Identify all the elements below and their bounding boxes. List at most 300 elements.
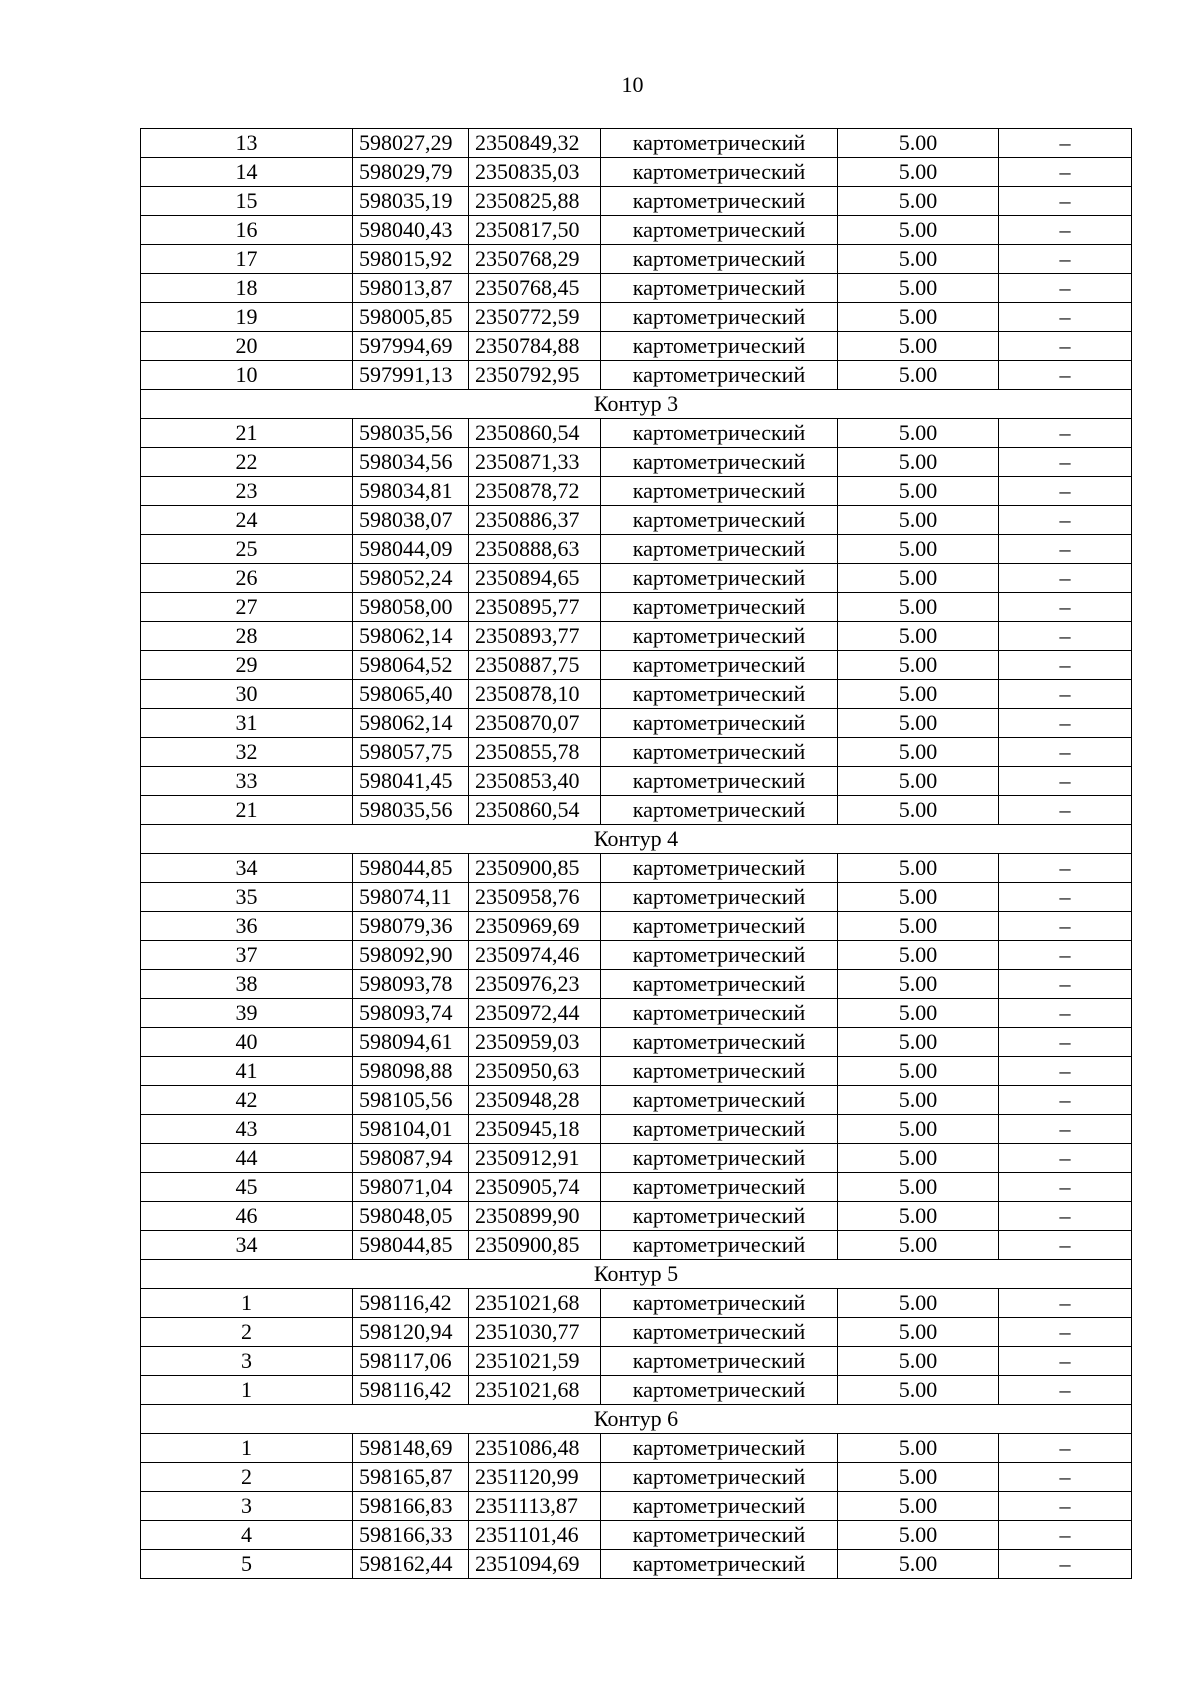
x-coordinate-cell: 598057,75	[353, 738, 469, 767]
table-row	[141, 1144, 1132, 1173]
y-coordinate-cell: 2350870,07	[469, 709, 601, 738]
method-cell: картометрический	[601, 709, 838, 738]
table-row	[141, 129, 1132, 158]
point-number-cell: 30	[141, 680, 353, 709]
y-coordinate-cell: 2350855,78	[469, 738, 601, 767]
y-coordinate-cell: 2351113,87	[469, 1492, 601, 1521]
accuracy-cell: 5.00	[838, 1086, 999, 1115]
x-coordinate-cell: 598148,69	[353, 1434, 469, 1463]
table-row	[141, 1086, 1132, 1115]
note-cell: –	[999, 1202, 1132, 1231]
y-coordinate-cell: 2350894,65	[469, 564, 601, 593]
x-coordinate-cell: 598027,29	[353, 129, 469, 158]
note-cell: –	[999, 999, 1132, 1028]
method-cell: картометрический	[601, 883, 838, 912]
y-coordinate-cell: 2350888,63	[469, 535, 601, 564]
point-number-cell: 18	[141, 274, 353, 303]
x-coordinate-cell: 598065,40	[353, 680, 469, 709]
accuracy-cell: 5.00	[838, 680, 999, 709]
contour-header-row	[141, 1260, 1132, 1289]
accuracy-cell: 5.00	[838, 1347, 999, 1376]
contour-header-row	[141, 1405, 1132, 1434]
method-cell: картометрический	[601, 274, 838, 303]
x-coordinate-cell: 598015,92	[353, 245, 469, 274]
point-number-cell: 21	[141, 419, 353, 448]
method-cell: картометрический	[601, 622, 838, 651]
x-coordinate-cell: 598092,90	[353, 941, 469, 970]
table-row	[141, 680, 1132, 709]
accuracy-cell: 5.00	[838, 564, 999, 593]
y-coordinate-cell: 2350887,75	[469, 651, 601, 680]
y-coordinate-cell: 2350905,74	[469, 1173, 601, 1202]
method-cell: картометрический	[601, 1521, 838, 1550]
point-number-cell: 31	[141, 709, 353, 738]
page-number: 10	[621, 72, 644, 97]
note-cell: –	[999, 564, 1132, 593]
table-row	[141, 361, 1132, 390]
method-cell: картометрический	[601, 796, 838, 825]
point-number-cell: 34	[141, 1231, 353, 1260]
method-cell: картометрический	[601, 129, 838, 158]
point-number-cell: 32	[141, 738, 353, 767]
table-row	[141, 158, 1132, 187]
y-coordinate-cell: 2350853,40	[469, 767, 601, 796]
point-number-cell: 40	[141, 1028, 353, 1057]
accuracy-cell: 5.00	[838, 274, 999, 303]
note-cell: –	[999, 970, 1132, 999]
y-coordinate-cell: 2350976,23	[469, 970, 601, 999]
method-cell: картометрический	[601, 1463, 838, 1492]
y-coordinate-cell: 2350895,77	[469, 593, 601, 622]
note-cell: –	[999, 245, 1132, 274]
x-coordinate-cell: 598162,44	[353, 1550, 469, 1579]
point-number-cell: 36	[141, 912, 353, 941]
table-row	[141, 506, 1132, 535]
y-coordinate-cell: 2351094,69	[469, 1550, 601, 1579]
accuracy-cell: 5.00	[838, 767, 999, 796]
point-number-cell: 16	[141, 216, 353, 245]
method-cell: картометрический	[601, 1115, 838, 1144]
note-cell: –	[999, 274, 1132, 303]
y-coordinate-cell: 2350878,72	[469, 477, 601, 506]
y-coordinate-cell: 2350948,28	[469, 1086, 601, 1115]
x-coordinate-cell: 598062,14	[353, 622, 469, 651]
point-number-cell: 29	[141, 651, 353, 680]
point-number-cell: 43	[141, 1115, 353, 1144]
x-coordinate-cell: 598165,87	[353, 1463, 469, 1492]
note-cell: –	[999, 477, 1132, 506]
y-coordinate-cell: 2350945,18	[469, 1115, 601, 1144]
x-coordinate-cell: 598044,85	[353, 854, 469, 883]
accuracy-cell: 5.00	[838, 1028, 999, 1057]
accuracy-cell: 5.00	[838, 216, 999, 245]
accuracy-cell: 5.00	[838, 158, 999, 187]
x-coordinate-cell: 598034,56	[353, 448, 469, 477]
point-number-cell: 25	[141, 535, 353, 564]
table-row	[141, 941, 1132, 970]
method-cell: картометрический	[601, 1173, 838, 1202]
accuracy-cell: 5.00	[838, 651, 999, 680]
accuracy-cell: 5.00	[838, 129, 999, 158]
table-row	[141, 332, 1132, 361]
method-cell: картометрический	[601, 1289, 838, 1318]
table-row	[141, 216, 1132, 245]
table-row	[141, 448, 1132, 477]
table-row	[141, 187, 1132, 216]
point-number-cell: 45	[141, 1173, 353, 1202]
y-coordinate-cell: 2350950,63	[469, 1057, 601, 1086]
method-cell: картометрический	[601, 1347, 838, 1376]
table-row	[141, 796, 1132, 825]
table-row	[141, 970, 1132, 999]
x-coordinate-cell: 597994,69	[353, 332, 469, 361]
note-cell: –	[999, 1376, 1132, 1405]
table-row	[141, 1347, 1132, 1376]
note-cell: –	[999, 1521, 1132, 1550]
table-row	[141, 999, 1132, 1028]
point-number-cell: 17	[141, 245, 353, 274]
accuracy-cell: 5.00	[838, 999, 999, 1028]
x-coordinate-cell: 598029,79	[353, 158, 469, 187]
accuracy-cell: 5.00	[838, 1492, 999, 1521]
accuracy-cell: 5.00	[838, 796, 999, 825]
note-cell: –	[999, 1028, 1132, 1057]
table-row	[141, 419, 1132, 448]
note-cell: –	[999, 1289, 1132, 1318]
y-coordinate-cell: 2350959,03	[469, 1028, 601, 1057]
y-coordinate-cell: 2350849,32	[469, 129, 601, 158]
note-cell: –	[999, 419, 1132, 448]
table-row	[141, 1521, 1132, 1550]
note-cell: –	[999, 1057, 1132, 1086]
method-cell: картометрический	[601, 970, 838, 999]
y-coordinate-cell: 2351021,59	[469, 1347, 601, 1376]
method-cell: картометрический	[601, 361, 838, 390]
x-coordinate-cell: 598034,81	[353, 477, 469, 506]
point-number-cell: 26	[141, 564, 353, 593]
table-row	[141, 1376, 1132, 1405]
table-row	[141, 564, 1132, 593]
x-coordinate-cell: 598044,85	[353, 1231, 469, 1260]
accuracy-cell: 5.00	[838, 506, 999, 535]
accuracy-cell: 5.00	[838, 709, 999, 738]
table-row	[141, 1289, 1132, 1318]
x-coordinate-cell: 598035,19	[353, 187, 469, 216]
method-cell: картометрический	[601, 767, 838, 796]
note-cell: –	[999, 1115, 1132, 1144]
point-number-cell: 1	[141, 1376, 353, 1405]
point-number-cell: 15	[141, 187, 353, 216]
table-row	[141, 883, 1132, 912]
method-cell: картометрический	[601, 680, 838, 709]
x-coordinate-cell: 598093,78	[353, 970, 469, 999]
y-coordinate-cell: 2350899,90	[469, 1202, 601, 1231]
x-coordinate-cell: 598035,56	[353, 796, 469, 825]
y-coordinate-cell: 2350958,76	[469, 883, 601, 912]
note-cell: –	[999, 448, 1132, 477]
point-number-cell: 37	[141, 941, 353, 970]
y-coordinate-cell: 2350893,77	[469, 622, 601, 651]
table-row	[141, 1492, 1132, 1521]
note-cell: –	[999, 854, 1132, 883]
table-row	[141, 1173, 1132, 1202]
table-row	[141, 854, 1132, 883]
method-cell: картометрический	[601, 216, 838, 245]
point-number-cell: 46	[141, 1202, 353, 1231]
method-cell: картометрический	[601, 1028, 838, 1057]
accuracy-cell: 5.00	[838, 1521, 999, 1550]
table-row	[141, 1057, 1132, 1086]
point-number-cell: 38	[141, 970, 353, 999]
y-coordinate-cell: 2350912,91	[469, 1144, 601, 1173]
note-cell: –	[999, 303, 1132, 332]
x-coordinate-cell: 598038,07	[353, 506, 469, 535]
table-row	[141, 738, 1132, 767]
x-coordinate-cell: 598005,85	[353, 303, 469, 332]
point-number-cell: 10	[141, 361, 353, 390]
x-coordinate-cell: 598098,88	[353, 1057, 469, 1086]
note-cell: –	[999, 912, 1132, 941]
note-cell: –	[999, 129, 1132, 158]
note-cell: –	[999, 1550, 1132, 1579]
accuracy-cell: 5.00	[838, 245, 999, 274]
table-row	[141, 622, 1132, 651]
x-coordinate-cell: 598166,33	[353, 1521, 469, 1550]
note-cell: –	[999, 1144, 1132, 1173]
point-number-cell: 3	[141, 1492, 353, 1521]
y-coordinate-cell: 2350825,88	[469, 187, 601, 216]
accuracy-cell: 5.00	[838, 883, 999, 912]
x-coordinate-cell: 598166,83	[353, 1492, 469, 1521]
note-cell: –	[999, 361, 1132, 390]
method-cell: картометрический	[601, 564, 838, 593]
contour-label: Контур 4	[141, 825, 1132, 854]
note-cell: –	[999, 1231, 1132, 1260]
y-coordinate-cell: 2350972,44	[469, 999, 601, 1028]
x-coordinate-cell: 598116,42	[353, 1289, 469, 1318]
method-cell: картометрический	[601, 999, 838, 1028]
accuracy-cell: 5.00	[838, 1231, 999, 1260]
accuracy-cell: 5.00	[838, 941, 999, 970]
x-coordinate-cell: 598074,11	[353, 883, 469, 912]
method-cell: картометрический	[601, 506, 838, 535]
x-coordinate-cell: 598062,14	[353, 709, 469, 738]
note-cell: –	[999, 1463, 1132, 1492]
note-cell: –	[999, 709, 1132, 738]
method-cell: картометрический	[601, 245, 838, 274]
y-coordinate-cell: 2351030,77	[469, 1318, 601, 1347]
method-cell: картометрический	[601, 1492, 838, 1521]
y-coordinate-cell: 2350860,54	[469, 419, 601, 448]
x-coordinate-cell: 598048,05	[353, 1202, 469, 1231]
note-cell: –	[999, 680, 1132, 709]
y-coordinate-cell: 2350792,95	[469, 361, 601, 390]
method-cell: картометрический	[601, 419, 838, 448]
table-row	[141, 535, 1132, 564]
x-coordinate-cell: 598071,04	[353, 1173, 469, 1202]
accuracy-cell: 5.00	[838, 970, 999, 999]
y-coordinate-cell: 2350871,33	[469, 448, 601, 477]
accuracy-cell: 5.00	[838, 1318, 999, 1347]
accuracy-cell: 5.00	[838, 1434, 999, 1463]
note-cell: –	[999, 883, 1132, 912]
y-coordinate-cell: 2350784,88	[469, 332, 601, 361]
table-row	[141, 245, 1132, 274]
table-row	[141, 1463, 1132, 1492]
table-row	[141, 477, 1132, 506]
table-row	[141, 767, 1132, 796]
note-cell: –	[999, 622, 1132, 651]
x-coordinate-cell: 598117,06	[353, 1347, 469, 1376]
accuracy-cell: 5.00	[838, 738, 999, 767]
x-coordinate-cell: 598058,00	[353, 593, 469, 622]
method-cell: картометрический	[601, 1550, 838, 1579]
table-row	[141, 1202, 1132, 1231]
method-cell: картометрический	[601, 477, 838, 506]
accuracy-cell: 5.00	[838, 912, 999, 941]
accuracy-cell: 5.00	[838, 187, 999, 216]
note-cell: –	[999, 1347, 1132, 1376]
point-number-cell: 33	[141, 767, 353, 796]
method-cell: картометрический	[601, 1376, 838, 1405]
x-coordinate-cell: 598041,45	[353, 767, 469, 796]
y-coordinate-cell: 2350886,37	[469, 506, 601, 535]
x-coordinate-cell: 597991,13	[353, 361, 469, 390]
table-row	[141, 651, 1132, 680]
point-number-cell: 13	[141, 129, 353, 158]
y-coordinate-cell: 2350768,45	[469, 274, 601, 303]
x-coordinate-cell: 598105,56	[353, 1086, 469, 1115]
note-cell: –	[999, 187, 1132, 216]
note-cell: –	[999, 535, 1132, 564]
accuracy-cell: 5.00	[838, 448, 999, 477]
table-row	[141, 1434, 1132, 1463]
method-cell: картометрический	[601, 941, 838, 970]
note-cell: –	[999, 506, 1132, 535]
point-number-cell: 4	[141, 1521, 353, 1550]
point-number-cell: 1	[141, 1289, 353, 1318]
note-cell: –	[999, 158, 1132, 187]
method-cell: картометрический	[601, 1231, 838, 1260]
accuracy-cell: 5.00	[838, 1057, 999, 1086]
accuracy-cell: 5.00	[838, 1202, 999, 1231]
method-cell: картометрический	[601, 303, 838, 332]
y-coordinate-cell: 2350768,29	[469, 245, 601, 274]
note-cell: –	[999, 738, 1132, 767]
y-coordinate-cell: 2350860,54	[469, 796, 601, 825]
accuracy-cell: 5.00	[838, 1144, 999, 1173]
y-coordinate-cell: 2351021,68	[469, 1376, 601, 1405]
x-coordinate-cell: 598044,09	[353, 535, 469, 564]
accuracy-cell: 5.00	[838, 477, 999, 506]
method-cell: картометрический	[601, 854, 838, 883]
point-number-cell: 34	[141, 854, 353, 883]
method-cell: картометрический	[601, 332, 838, 361]
y-coordinate-cell: 2351021,68	[469, 1289, 601, 1318]
table-row	[141, 1231, 1132, 1260]
y-coordinate-cell: 2350900,85	[469, 854, 601, 883]
contour-label: Контур 5	[141, 1260, 1132, 1289]
x-coordinate-cell: 598094,61	[353, 1028, 469, 1057]
point-number-cell: 21	[141, 796, 353, 825]
point-number-cell: 24	[141, 506, 353, 535]
note-cell: –	[999, 941, 1132, 970]
point-number-cell: 44	[141, 1144, 353, 1173]
accuracy-cell: 5.00	[838, 419, 999, 448]
contour-label: Контур 6	[141, 1405, 1132, 1434]
table-row	[141, 303, 1132, 332]
note-cell: –	[999, 216, 1132, 245]
point-number-cell: 41	[141, 1057, 353, 1086]
x-coordinate-cell: 598104,01	[353, 1115, 469, 1144]
note-cell: –	[999, 1318, 1132, 1347]
contour-label: Контур 3	[141, 390, 1132, 419]
coordinates-table-body	[141, 129, 1132, 1579]
method-cell: картометрический	[601, 1086, 838, 1115]
point-number-cell: 1	[141, 1434, 353, 1463]
point-number-cell: 2	[141, 1318, 353, 1347]
note-cell: –	[999, 332, 1132, 361]
accuracy-cell: 5.00	[838, 1463, 999, 1492]
accuracy-cell: 5.00	[838, 1173, 999, 1202]
table-row	[141, 709, 1132, 738]
accuracy-cell: 5.00	[838, 361, 999, 390]
contour-header-row	[141, 825, 1132, 854]
point-number-cell: 19	[141, 303, 353, 332]
method-cell: картометрический	[601, 1144, 838, 1173]
contour-header-row	[141, 390, 1132, 419]
accuracy-cell: 5.00	[838, 622, 999, 651]
note-cell: –	[999, 1434, 1132, 1463]
y-coordinate-cell: 2350817,50	[469, 216, 601, 245]
point-number-cell: 28	[141, 622, 353, 651]
point-number-cell: 5	[141, 1550, 353, 1579]
table-row	[141, 1115, 1132, 1144]
note-cell: –	[999, 1173, 1132, 1202]
accuracy-cell: 5.00	[838, 332, 999, 361]
note-cell: –	[999, 796, 1132, 825]
method-cell: картометрический	[601, 651, 838, 680]
x-coordinate-cell: 598120,94	[353, 1318, 469, 1347]
x-coordinate-cell: 598052,24	[353, 564, 469, 593]
accuracy-cell: 5.00	[838, 1289, 999, 1318]
x-coordinate-cell: 598040,43	[353, 216, 469, 245]
method-cell: картометрический	[601, 912, 838, 941]
method-cell: картометрический	[601, 1202, 838, 1231]
coordinates-table	[140, 128, 1132, 1579]
point-number-cell: 39	[141, 999, 353, 1028]
table-row	[141, 274, 1132, 303]
point-number-cell: 20	[141, 332, 353, 361]
accuracy-cell: 5.00	[838, 1376, 999, 1405]
x-coordinate-cell: 598079,36	[353, 912, 469, 941]
x-coordinate-cell: 598035,56	[353, 419, 469, 448]
x-coordinate-cell: 598087,94	[353, 1144, 469, 1173]
y-coordinate-cell: 2350974,46	[469, 941, 601, 970]
y-coordinate-cell: 2351120,99	[469, 1463, 601, 1492]
x-coordinate-cell: 598116,42	[353, 1376, 469, 1405]
point-number-cell: 23	[141, 477, 353, 506]
x-coordinate-cell: 598064,52	[353, 651, 469, 680]
accuracy-cell: 5.00	[838, 1115, 999, 1144]
table-row	[141, 1028, 1132, 1057]
accuracy-cell: 5.00	[838, 1550, 999, 1579]
point-number-cell: 35	[141, 883, 353, 912]
point-number-cell: 2	[141, 1463, 353, 1492]
note-cell: –	[999, 593, 1132, 622]
note-cell: –	[999, 651, 1132, 680]
method-cell: картометрический	[601, 158, 838, 187]
